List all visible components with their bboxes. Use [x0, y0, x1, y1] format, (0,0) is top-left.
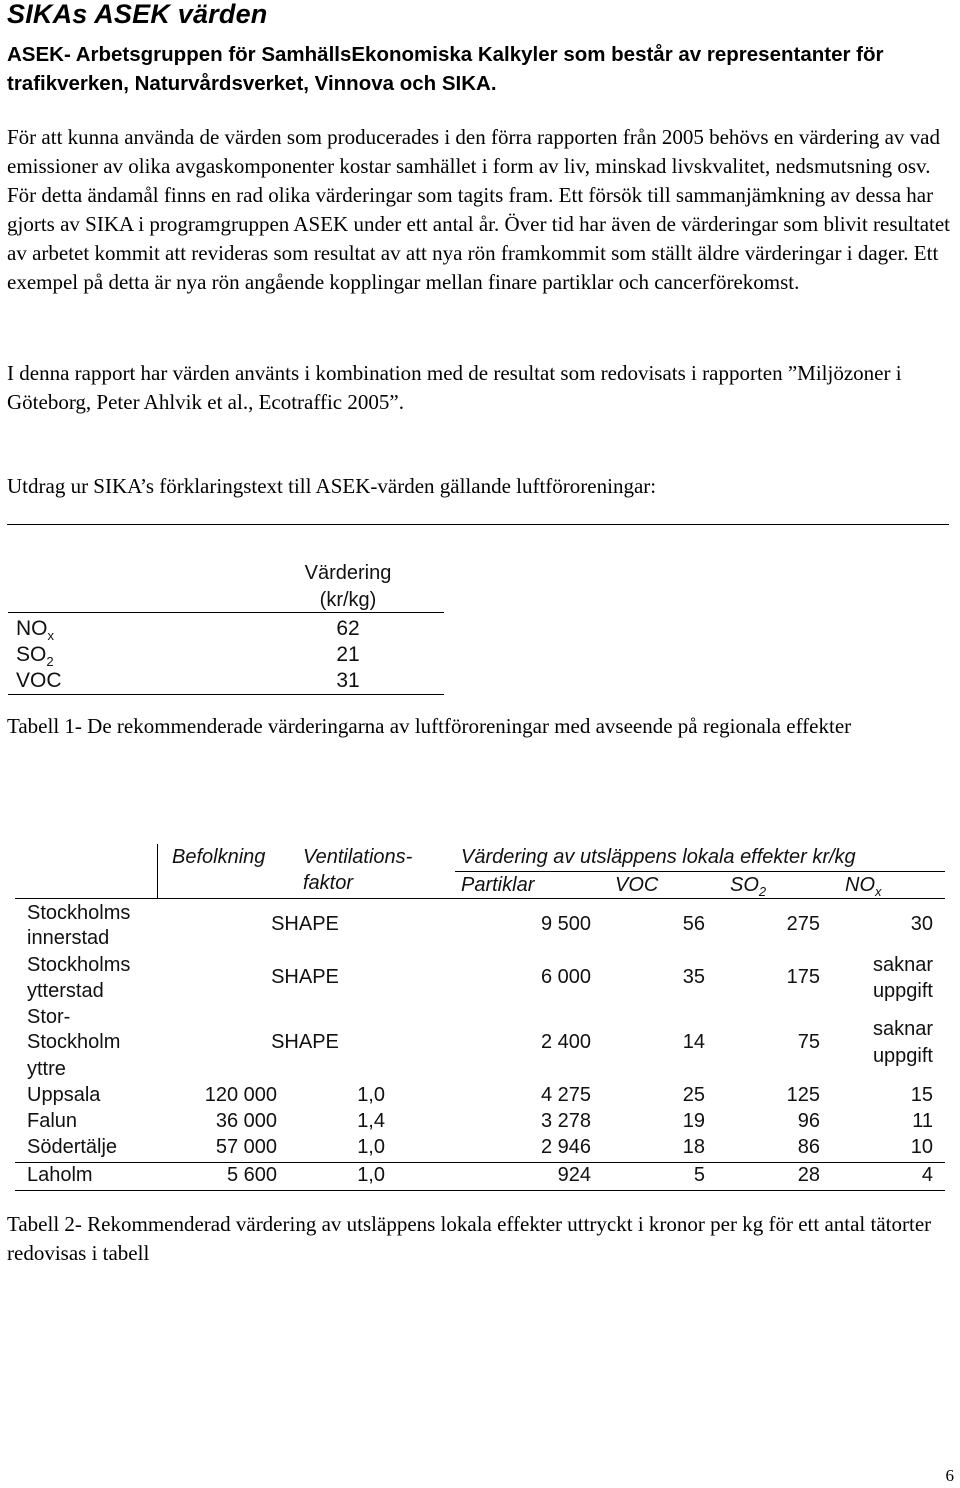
header-voc: VOC: [615, 874, 659, 896]
table-local-valuation: [15, 842, 947, 1192]
header-ventilation-line2: faktor: [303, 872, 354, 894]
particles-cell: 4 275: [540, 1084, 591, 1106]
table1-row-value: 31: [336, 669, 360, 692]
table-regional-valuation: [8, 560, 444, 696]
subtitle: ASEK- Arbetsgruppen för SamhällsEkonomiska Kalkyler som består av representanter för trafikverken, Naturvårdsverket, Vinnova och SIKA.: [7, 43, 884, 95]
page-title: SIKAs ASEK värden: [7, 0, 268, 29]
voc-cell: 19: [682, 1110, 705, 1132]
so2-cell: 275: [786, 913, 820, 935]
voc-cell: 25: [682, 1084, 705, 1106]
header-population: Befolkning: [172, 846, 266, 868]
population-cell: SHAPE: [271, 966, 339, 988]
ventilation-cell: 1,0: [357, 1164, 385, 1186]
nox-cell: saknar: [872, 1018, 933, 1040]
place-line: yttre: [27, 1058, 66, 1080]
body-paragraph-2: I denna rapport har värden använts i kombination med de resultat som redovisats i rapporten ”Miljözoner i Göteborg, Peter Ahlvik et al., Ecotraffic 2005”.: [7, 361, 902, 414]
header-group-rule: [455, 871, 945, 872]
extract-heading: Utdrag ur SIKA’s förklaringstext till ASEK-värden gällande luftföroreningar:: [7, 474, 657, 498]
horizontal-rule: [7, 524, 949, 525]
voc-cell: 56: [682, 913, 705, 935]
header-so2: $SO_2$: [730, 874, 767, 899]
place-line: ytterstad: [27, 980, 104, 1002]
so2-cell: 75: [797, 1031, 820, 1053]
nox-cell: 11: [912, 1110, 933, 1132]
ventilation-cell: 1,4: [357, 1110, 385, 1132]
header-divider: [157, 844, 158, 898]
population-cell: 57 000: [215, 1136, 277, 1158]
nox-cell: 10: [910, 1136, 933, 1158]
particles-cell: 6 000: [540, 966, 591, 988]
particles-cell: 924: [557, 1164, 591, 1186]
table2-bottom-rule: [15, 1190, 945, 1191]
nox-cell: 30: [910, 913, 933, 935]
header-particles: Partiklar: [461, 874, 535, 896]
nox-cell: 4: [921, 1164, 933, 1186]
population-cell: 36 000: [215, 1110, 277, 1132]
table1-row-value: 21: [336, 643, 360, 666]
ventilation-cell: 1,0: [357, 1136, 385, 1158]
page-number: 6: [945, 1466, 954, 1485]
table1-top-rule: [8, 612, 444, 613]
population-cell: SHAPE: [271, 1031, 339, 1053]
table1-header-line2: (kr/kg): [319, 589, 377, 611]
particles-cell: 2 946: [540, 1136, 591, 1158]
population-cell: 120 000: [204, 1084, 277, 1106]
particles-cell: 9 500: [540, 913, 591, 935]
so2-cell: 175: [786, 966, 820, 988]
nox-cell: uppgift: [872, 980, 933, 1002]
place-line: Stockholms: [27, 902, 131, 924]
place-line: Stockholm: [27, 1031, 121, 1053]
voc-cell: 14: [682, 1031, 705, 1053]
table1-row-label: $NO_x$: [16, 617, 54, 644]
ventilation-cell: 1,0: [357, 1084, 385, 1106]
place-line: Södertälje: [27, 1136, 118, 1158]
place-line: Falun: [27, 1110, 78, 1132]
last-row-rule: [15, 1162, 945, 1163]
table1-row-label: VOC: [16, 669, 62, 692]
place-line: Uppsala: [27, 1084, 101, 1106]
so2-cell: 86: [797, 1136, 820, 1158]
so2-cell: 96: [797, 1110, 820, 1132]
header-bottom-rule: [15, 898, 945, 899]
table1-row-value: 62: [336, 617, 360, 640]
so2-cell: 28: [797, 1164, 820, 1186]
table2-caption: Tabell 2- Rekommenderad värdering av utsläppens lokala effekter uttryckt i kronor per kg för ett antal tätorter redovisas i tabell: [7, 1212, 932, 1265]
nox-cell: saknar: [872, 954, 933, 976]
so2-cell: 125: [786, 1084, 820, 1106]
place-line: Stor-: [27, 1006, 71, 1028]
body-paragraph-1: För att kunna använda de värden som producerades i den förra rapporten från 2005 behövs en värdering av vad emissioner av olika avgaskomponenter kostar samhället i form av liv, minskad livskvalitet, nedsmutsning osv. För detta ändamål finns en rad olika värderingar som tagits fram. Ett försök till sammanjämkning av dessa har gjorts av SIKA i programgruppen ASEK under ett antal år. Över tid har även de värderingar som blivit resultatet av arbetet kommit att revideras som resultat av att nya rön framkommit som ställt äldre värderingar i dager. Ett exempel på detta är nya rön angående kopplingar mellan finare partiklar och cancerförekomst.: [7, 125, 951, 294]
table1-bottom-rule: [8, 694, 444, 695]
population-cell: SHAPE: [271, 913, 339, 935]
particles-cell: 2 400: [540, 1031, 591, 1053]
place-line: innerstad: [27, 927, 110, 949]
voc-cell: 35: [682, 966, 705, 988]
header-valuation-group: Värdering av utsläppens lokala effekter kr/kg: [461, 846, 856, 868]
table1-caption: Tabell 1- De rekommenderade värderingarna av luftföroreningar med avseende på regionala effekter: [7, 714, 852, 738]
table1-header-line1: Värdering: [304, 562, 392, 584]
place-line: Stockholms: [27, 954, 131, 976]
particles-cell: 3 278: [540, 1110, 591, 1132]
nox-cell: 15: [910, 1084, 933, 1106]
table1-row-label: $SO_2$: [16, 643, 54, 670]
voc-cell: 5: [693, 1164, 705, 1186]
nox-cell: uppgift: [872, 1045, 933, 1067]
voc-cell: 18: [682, 1136, 705, 1158]
header-nox: $NO_x$: [845, 874, 882, 899]
place-line: Laholm: [27, 1164, 93, 1186]
population-cell: 5 600: [226, 1164, 277, 1186]
header-ventilation-line1: Ventilations-: [303, 846, 413, 868]
